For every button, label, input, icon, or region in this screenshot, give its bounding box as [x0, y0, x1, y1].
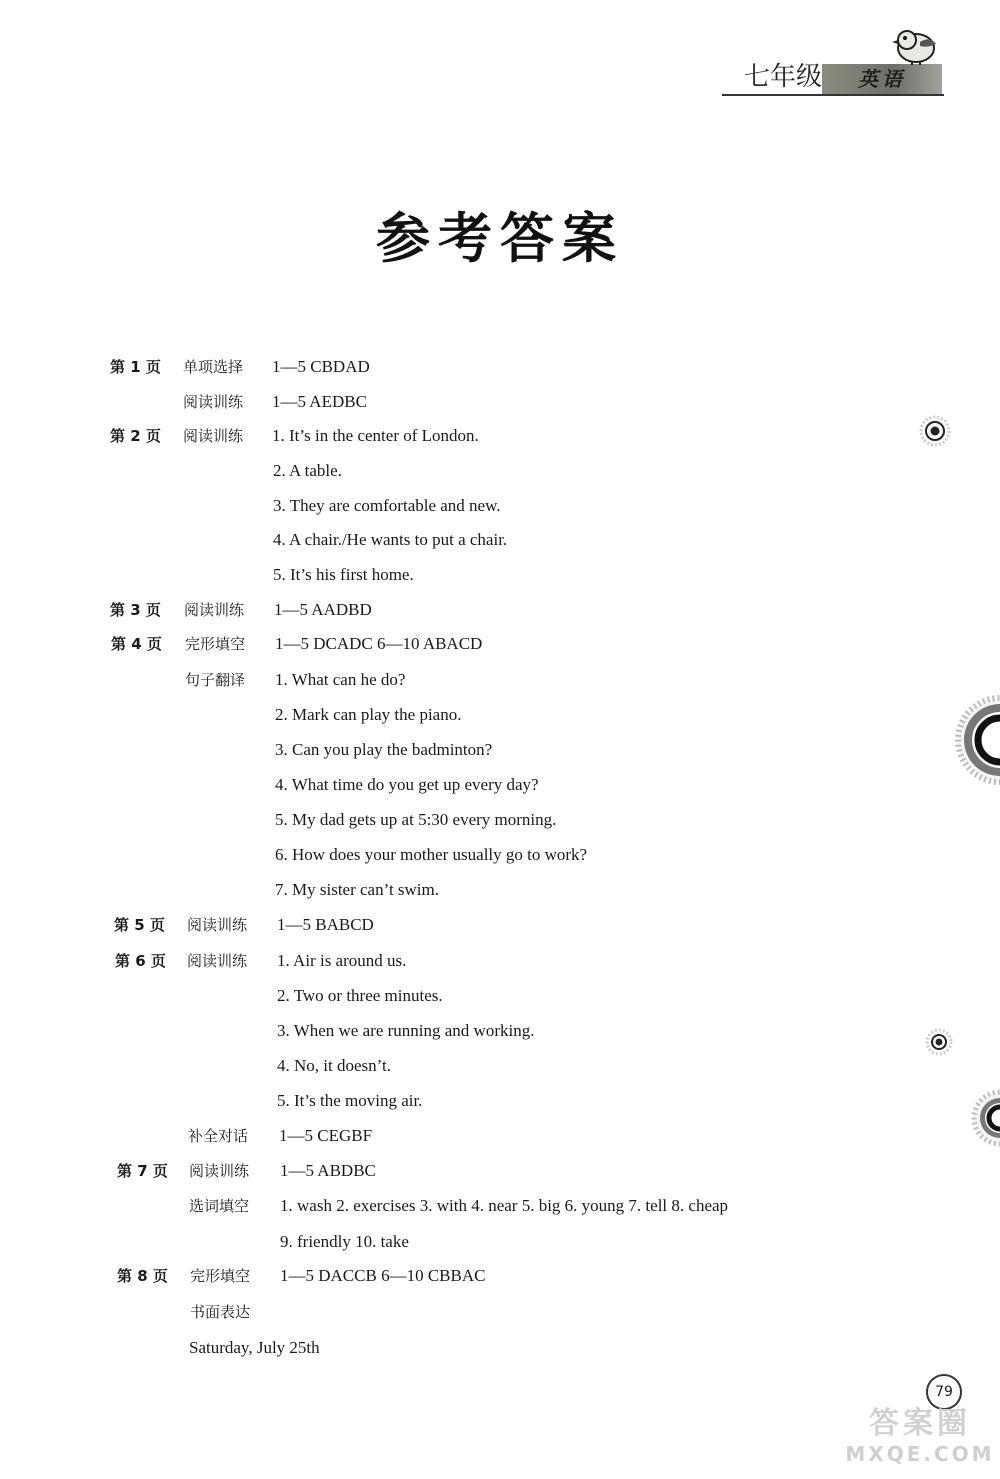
answer-text: 3. When we are running and working.	[277, 1021, 535, 1040]
answer-text: 1—5 BABCD	[277, 915, 374, 934]
answer-text: 5. It’s his first home.	[273, 565, 414, 584]
answer-row	[114, 910, 594, 940]
answer-text: 1—5 AEDBC	[272, 392, 367, 411]
category-label: 单项选择	[183, 358, 244, 376]
answer-row	[111, 735, 671, 765]
answer-text: 1. Air is around us.	[277, 951, 407, 970]
answer-row	[110, 491, 670, 521]
page-ref: 第 6 页	[115, 952, 166, 970]
category-label: 书面表达	[190, 1303, 251, 1321]
answer-row	[115, 981, 675, 1011]
answer-row	[115, 1086, 675, 1116]
page-ref: 第 8 页	[117, 1267, 168, 1285]
answer-row	[110, 387, 590, 417]
large-ring-icon	[936, 690, 1000, 790]
answer-row	[111, 770, 671, 800]
answer-text: Saturday, July 25th	[189, 1338, 320, 1357]
category-label: 阅读训练	[187, 952, 248, 970]
header-rule	[722, 94, 944, 96]
answer-row	[117, 1227, 597, 1257]
answer-row	[111, 629, 671, 659]
answer-row	[115, 946, 675, 976]
page-ref: 第 3 页	[110, 601, 161, 619]
answer-text: 5. It’s the moving air.	[277, 1091, 423, 1110]
answer-row	[111, 700, 671, 730]
answer-row	[117, 1333, 597, 1363]
watermark-url: MXQE.COM	[845, 1442, 995, 1466]
answer-text: 4. No, it doesn’t.	[277, 1056, 391, 1075]
answer-text: 1—5 DCADC 6—10 ABACD	[275, 634, 483, 653]
answer-row	[115, 1121, 595, 1151]
answer-text: 1—5 ABDBC	[280, 1161, 376, 1180]
page-title: 参考答案	[376, 207, 624, 270]
page-ref: 第 4 页	[111, 635, 162, 653]
answer-row	[111, 840, 671, 870]
answer-text: 1—5 CBDAD	[272, 357, 370, 376]
answer-text: 2. Mark can play the piano.	[275, 705, 462, 724]
answer-text: 1—5 AADBD	[274, 600, 372, 619]
answer-text: 4. A chair./He wants to put a chair.	[273, 530, 508, 549]
answer-row	[117, 1297, 597, 1327]
answer-text: 1—5 DACCB 6—10 CBBAC	[280, 1266, 486, 1285]
target-circle-icon	[918, 414, 952, 448]
answer-text: 3. They are comfortable and new.	[273, 496, 501, 515]
answer-row	[110, 595, 590, 625]
category-label: 阅读训练	[187, 916, 248, 934]
category-label: 阅读训练	[189, 1162, 250, 1180]
answer-row	[115, 1016, 675, 1046]
category-label: 选词填空	[189, 1197, 250, 1215]
answer-row	[115, 1051, 675, 1081]
answer-row	[117, 1191, 877, 1221]
category-label: 句子翻译	[185, 671, 246, 689]
page-ref: 第 2 页	[110, 427, 161, 445]
grade-label: 七年级	[743, 62, 822, 92]
answer-row	[110, 525, 670, 555]
answer-text: 4. What time do you get up every day?	[275, 775, 539, 794]
category-label: 阅读训练	[183, 427, 244, 445]
page-ref: 第 7 页	[117, 1162, 168, 1180]
page-ref: 第 5 页	[114, 916, 165, 934]
answer-text: 1. What can he do?	[275, 670, 406, 689]
answer-row	[110, 352, 590, 382]
answer-text: 1—5 CEGBF	[279, 1126, 373, 1145]
answer-text: 7. My sister can’t swim.	[275, 880, 440, 899]
answer-row	[110, 421, 670, 451]
answer-text: 3. Can you play the badminton?	[275, 740, 493, 759]
category-label: 完形填空	[185, 635, 246, 653]
answer-row	[117, 1261, 677, 1291]
bird-icon	[890, 18, 942, 66]
answer-row	[111, 875, 671, 905]
subject-label: 英语	[822, 64, 942, 94]
answer-text: 1. wash 2. exercises 3. with 4. near 5. big 6. young 7. tell 8. cheap	[280, 1196, 729, 1215]
category-label: 补全对话	[188, 1127, 249, 1145]
answer-text: 6. How does your mother usually go to work?	[275, 845, 588, 864]
answer-row	[117, 1156, 597, 1186]
watermark	[840, 1406, 1000, 1472]
answer-row	[110, 560, 670, 590]
page-ref: 第 1 页	[110, 358, 161, 376]
category-label: 阅读训练	[183, 393, 244, 411]
answer-text: 9. friendly 10. take	[280, 1232, 409, 1251]
category-label: 完形填空	[190, 1267, 251, 1285]
answer-text: 2. A table.	[273, 461, 342, 480]
small-ring-icon	[964, 1088, 1000, 1148]
answer-row	[111, 805, 671, 835]
watermark-text: 答案圈	[869, 1406, 971, 1441]
page-number: 79	[926, 1374, 962, 1410]
category-label: 阅读训练	[184, 601, 245, 619]
target-circle-icon	[925, 1028, 953, 1056]
answer-text: 2. Two or three minutes.	[277, 986, 443, 1005]
answer-text: 1. It’s in the center of London.	[272, 426, 479, 445]
answer-row	[110, 456, 670, 486]
answer-text: 5. My dad gets up at 5:30 every morning.	[275, 810, 557, 829]
answer-row	[111, 665, 671, 695]
